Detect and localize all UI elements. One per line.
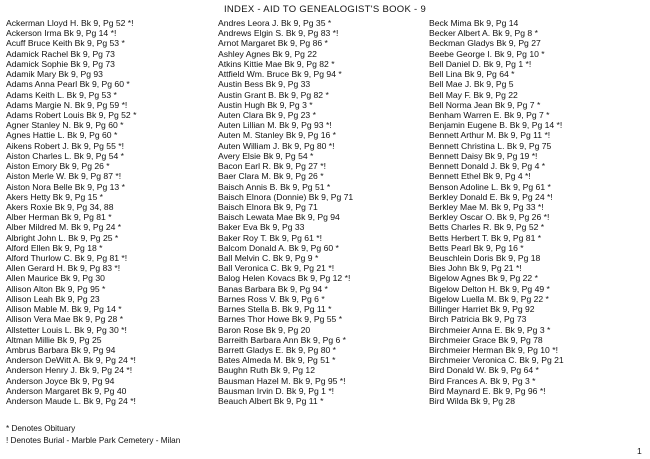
index-entry: Betts Charles R. Bk 9, Pg 52 * — [429, 222, 545, 233]
index-entry: Bennett Donald J. Bk 9, Pg 4 * — [429, 161, 546, 172]
index-entry: Adamik Mary Bk 9, Pg 93 — [6, 69, 103, 80]
index-entry: Birchmeier Herman Bk 9, Pg 10 *! — [429, 345, 558, 355]
index-entry: Berkley Mae M. Bk 9, Pg 33 *! — [429, 201, 544, 212]
index-entry: Aiston Emory Bk 9, Pg 26 * — [6, 161, 110, 172]
index-entry: Auten Lillian M. Bk 9, Pg 93 *! — [218, 120, 332, 131]
index-entry: Auten Clara Bk 9, Pg 23 * — [218, 109, 316, 120]
index-entry: Auten William J. Bk 9, Pg 80 *! — [218, 140, 335, 151]
index-entry: Austin Hugh Bk 9, Pg 3 * — [218, 99, 313, 110]
index-entry: Bird Frances A. Bk 9, Pg 3 * — [429, 375, 536, 386]
index-entry: Adams Margie N. Bk 9, Pg 59 *! — [6, 99, 128, 110]
index-entry: Atkins Kittie Mae Bk 9, Pg 82 * — [218, 58, 335, 69]
index-entry: Birchmeier Anna E. Bk 9, Pg 3 * — [429, 324, 551, 335]
index-entry: Barnes Ross V. Bk 9, Pg 6 * — [218, 293, 325, 304]
index-entry: Adams Anna Pearl Bk 9, Pg 60 * — [6, 79, 130, 90]
index-entry: Billinger Harriet Bk 9, Pg 92 — [429, 304, 535, 315]
index-entry: Auten M. Stanley Bk 9, Pg 16 * — [218, 130, 336, 141]
index-entry: Betts Herbert T. Bk 9, Pg 81 * — [429, 232, 542, 243]
index-entry: Baron Rose Bk 9, Pg 20 — [218, 324, 311, 335]
index-entry: Bell Norma Jean Bk 9, Pg 7 * — [429, 99, 541, 110]
index-entry: Allen Gerard H. Bk 9, Pg 83 *! — [6, 263, 121, 274]
index-entry: Avery Elsie Bk 9, Pg 54 * — [218, 150, 314, 161]
index-entry: Ambrus Barbara Bk 9, Pg 94 — [6, 345, 116, 355]
index-entry: Bausman Hazel M. Bk 9, Pg 95 *! — [218, 375, 346, 386]
index-entry: Adamick Rachel Bk 9, Pg 73 — [6, 48, 115, 59]
index-entry: Bacon Earl R. Bk 9, Pg 27 *! — [218, 161, 326, 172]
index-entry: Andres Leora J. Bk 9, Pg 35 * — [218, 18, 332, 28]
index-entry: Andrews Elgin S. Bk 9, Pg 83 *! — [218, 28, 339, 39]
index-entry: Albright John L. Bk 9, Pg 25 * — [6, 232, 119, 243]
index-entry: Banas Barbara Bk 9, Pg 94 * — [218, 283, 328, 294]
index-entry: Baker Roy T. Bk 9, Pg 61 *! — [218, 232, 322, 243]
index-entry: Beck Mima Bk 9, Pg 14 — [429, 18, 519, 28]
index-entry: Allison Vera Mae Bk 9, Pg 28 * — [6, 314, 124, 325]
index-entry: Bird Wilda Bk 9, Pg 28 — [429, 396, 515, 407]
index-entry: Benham Warren E. Bk 9, Pg 7 * — [429, 109, 550, 120]
index-entry: Beebe George I. Bk 9, Pg 10 * — [429, 48, 545, 59]
index-entry: Barnes Thor Howe Bk 9, Pg 55 * — [218, 314, 343, 325]
index-entry: Anderson DeWitt A. Bk 9, Pg 24 *! — [6, 355, 136, 366]
index-entry: Aiston Nora Belle Bk 9, Pg 13 * — [6, 181, 125, 192]
index-entry: Barnes Stella B. Bk 9, Pg 11 * — [218, 304, 332, 315]
index-entry: Attfield Wm. Bruce Bk 9, Pg 94 * — [218, 69, 342, 80]
index-entry: Beuschlein Doris Bk 9, Pg 18 — [429, 253, 541, 264]
index-entry: Baughn Ruth Bk 9, Pg 12 — [218, 365, 315, 376]
index-entry: Baker Eva Bk 9, Pg 33 — [218, 222, 305, 233]
index-entry: Bies John Bk 9, Pg 21 *! — [429, 263, 522, 274]
index-entry: Birchmeier Veronica C. Bk 9, Pg 21 — [429, 355, 564, 366]
index-entry: Alford Thurlow C. Bk 9, Pg 81 *! — [6, 253, 128, 264]
index-entry: Anderson Margaret Bk 9, Pg 40 — [6, 385, 127, 396]
index-entry: Ashley Agnes Bk 9, Pg 22 — [218, 48, 317, 59]
index-entry: Betts Pearl Bk 9, Pg 16 * — [429, 242, 524, 253]
index-entry: Bird Maynard E. Bk 9, Pg 96 *! — [429, 385, 546, 396]
index-entry: Bigelow Delton H. Bk 9, Pg 49 * — [429, 283, 550, 294]
legend-obituary: * Denotes Obituary — [6, 424, 76, 433]
index-entry: Allstetter Louis L. Bk 9, Pg 30 *! — [6, 324, 127, 335]
index-entry: Austin Grant B. Bk 9, Pg 82 * — [218, 89, 329, 100]
index-entry: Alford Ellen Bk 9, Pg 18 * — [6, 242, 103, 253]
index-entry: Bigelow Luella M. Bk 9, Pg 22 * — [429, 293, 549, 304]
index-entry: Agner Stanley N. Bk 9, Pg 60 * — [6, 120, 124, 131]
index-column-3 — [429, 18, 639, 406]
legend-burial: ! Denotes Burial - Marble Park Cemetery - Milan — [6, 436, 181, 445]
index-entry: Benjamin Eugene B. Bk 9, Pg 14 *! — [429, 120, 563, 131]
index-entry: Birch Patricia Bk 9, Pg 73 — [429, 314, 527, 325]
index-entry: Benson Adoline L. Bk 9, Pg 61 * — [429, 181, 551, 192]
index-entry: Bigelow Agnes Bk 9, Pg 22 * — [429, 273, 538, 284]
index-entry: Aikens Robert J. Bk 9, Pg 55 *! — [6, 140, 124, 151]
index-entry: Baisch Annis B. Bk 9, Pg 51 * — [218, 181, 331, 192]
index-entry: Aiston Charles L. Bk 9, Pg 54 * — [6, 150, 124, 161]
index-entry: Berkley Oscar O. Bk 9, Pg 26 *! — [429, 212, 550, 223]
index-entry: Anderson Joyce Bk 9, Pg 94 — [6, 375, 115, 386]
index-entry: Anderson Henry J. Bk 9, Pg 24 *! — [6, 365, 133, 376]
index-entry: Baisch Elnora (Donnie) Bk 9, Pg 71 — [218, 191, 354, 202]
index-entry: Berkley Donald E. Bk 9, Pg 24 *! — [429, 191, 553, 202]
index-entry: Alber Herman Bk 9, Pg 81 * — [6, 212, 112, 223]
index-entry: Baer Clara M. Bk 9, Pg 26 * — [218, 171, 324, 182]
index-entry: Adams Keith L. Bk 9, Pg 53 * — [6, 89, 117, 100]
index-entry: Aiston Merle W. Bk 9, Pg 87 *! — [6, 171, 122, 182]
index-entry: Altman Millie Bk 9, Pg 25 — [6, 334, 102, 345]
index-entry: Austin Bess Bk 9, Pg 33 — [218, 79, 311, 90]
index-entry: Ball Veronica C. Bk 9, Pg 21 *! — [218, 263, 335, 274]
index-entry: Bell Mae J. Bk 9, Pg 5 — [429, 79, 514, 90]
index-entry: Ackerson Irma Bk 9, Pg 14 *! — [6, 28, 117, 39]
index-entry: Bell Daniel D. Bk 9, Pg 1 *! — [429, 58, 532, 69]
index-entry: Alber Mildred M. Bk 9, Pg 24 * — [6, 222, 122, 233]
index-entry: Adamick Sophie Bk 9, Pg 73 — [6, 58, 115, 69]
index-entry: Acuff Bruce Keith Bk 9, Pg 53 * — [6, 38, 125, 49]
index-entry: Bausman Irvin D. Bk 9, Pg 1 *! — [218, 385, 335, 396]
index-entry: Ackerman Lloyd H. Bk 9, Pg 52 *! — [6, 18, 134, 28]
index-column-2 — [218, 18, 428, 406]
index-entry: Beauch Albert Bk 9, Pg 11 * — [218, 396, 324, 407]
index-entry: Allen Maurice Bk 9, Pg 30 — [6, 273, 105, 284]
index-entry: Beckman Gladys Bk 9, Pg 27 — [429, 38, 541, 49]
index-entry: Birchmeier Grace Bk 9, Pg 78 — [429, 334, 543, 345]
index-entry: Baisch Elnora Bk 9, Pg 71 — [218, 201, 318, 212]
index-column-1 — [6, 18, 216, 406]
index-entry: Baisch Lewata Mae Bk 9, Pg 94 — [218, 212, 340, 223]
index-entry: Barrett Gladys E. Bk 9, Pg 80 * — [218, 345, 336, 355]
page-number: 1 — [637, 446, 642, 456]
index-entry: Balcom Donald A. Bk 9, Pg 60 * — [218, 242, 339, 253]
index-entry: Allison Leah Bk 9, Pg 23 — [6, 293, 100, 304]
index-entry: Bell May F. Bk 9, Pg 22 — [429, 89, 518, 100]
index-entry: Ball Melvin C. Bk 9, Pg 9 * — [218, 253, 319, 264]
index-entry: Bennett Christina L. Bk 9, Pg 75 — [429, 140, 552, 151]
index-entry: Bates Almeda M. Bk 9, Pg 51 * — [218, 355, 336, 366]
index-entry: Arnot Margaret Bk 9, Pg 86 * — [218, 38, 328, 49]
index-entry: Agnes Hattie L. Bk 9, Pg 60 * — [6, 130, 118, 141]
index-entry: Adams Robert Louis Bk 9, Pg 52 * — [6, 109, 137, 120]
index-entry: Akers Hetty Bk 9, Pg 15 * — [6, 191, 103, 202]
index-entry: Akers Roxie Bk 9, Pg 34, 88 — [6, 201, 114, 212]
index-entry: Allison Alton Bk 9, Pg 95 * — [6, 283, 106, 294]
index-entry: Bell Lina Bk 9, Pg 64 * — [429, 69, 515, 80]
index-entry: Bennett Arthur M. Bk 9, Pg 11 *! — [429, 130, 551, 141]
index-entry: Balog Helen Kovacs Bk 9, Pg 12 *! — [218, 273, 351, 284]
index-entry: Allison Mable M. Bk 9, Pg 14 * — [6, 304, 122, 315]
page-title: INDEX - AID TO GENEALOGIST'S BOOK - 9 — [223, 4, 427, 15]
index-entry: Bennett Ethel Bk 9, Pg 4 *! — [429, 171, 531, 182]
index-entry: Bird Donald W. Bk 9, Pg 64 * — [429, 365, 539, 376]
index-entry: Anderson Maude L. Bk 9, Pg 24 *! — [6, 396, 136, 407]
index-entry: Becker Albert A. Bk 9, Pg 8 * — [429, 28, 538, 39]
index-entry: Bennett Daisy Bk 9, Pg 19 *! — [429, 150, 538, 161]
index-entry: Barreith Barbara Ann Bk 9, Pg 6 * — [218, 334, 347, 345]
